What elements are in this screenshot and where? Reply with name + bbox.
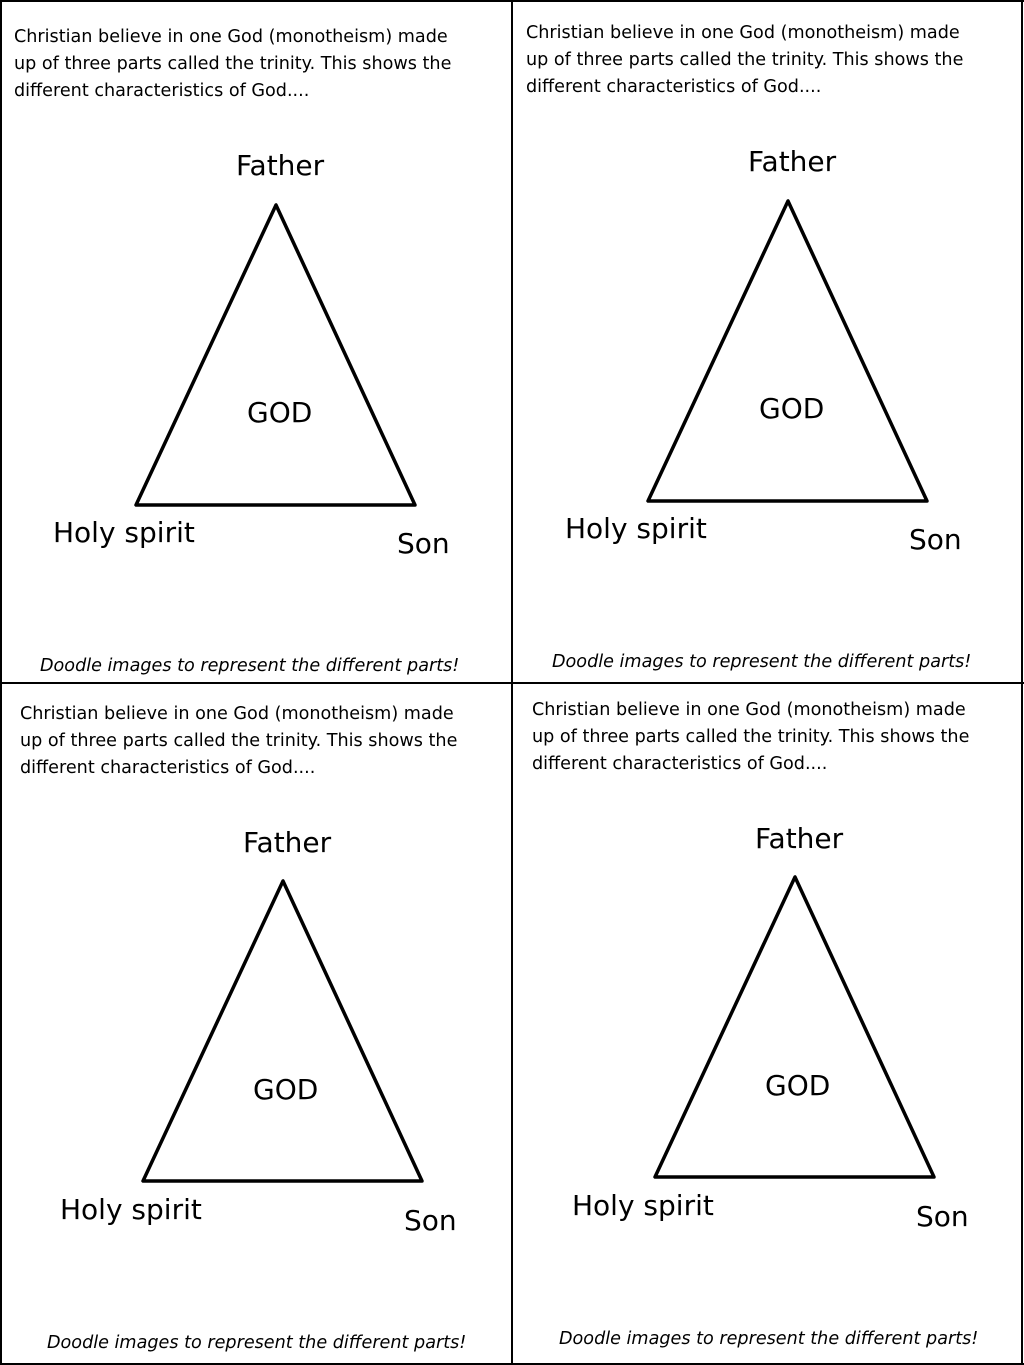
intro-line: different characteristics of God.... [526, 77, 822, 97]
son-label: Son [916, 1200, 969, 1233]
trinity-triangle [0, 0, 512, 682]
father-label: Father [236, 149, 325, 182]
son-label: Son [909, 523, 962, 556]
intro-line: up of three parts called the trinity. This shows the [20, 731, 458, 751]
worksheet-card-top-right [512, 0, 1024, 682]
holy-spirit-label: Holy spirit [60, 1193, 202, 1226]
doodle-instruction: Doodle images to represent the different parts! [40, 656, 460, 676]
intro-line: different characteristics of God.... [532, 754, 828, 774]
intro-line: up of three parts called the trinity. This shows the [526, 50, 964, 70]
intro-line: Christian believe in one God (monotheism) made [14, 27, 448, 47]
son-label: Son [397, 527, 450, 560]
intro-line: different characteristics of God.... [14, 81, 310, 101]
god-label: GOD [247, 396, 313, 429]
holy-spirit-label: Holy spirit [572, 1189, 714, 1222]
intro-line: up of three parts called the trinity. This shows the [14, 54, 452, 74]
trinity-triangle [512, 683, 1024, 1365]
doodle-instruction: Doodle images to represent the different parts! [47, 1333, 467, 1353]
trinity-triangle [512, 0, 1024, 682]
father-label: Father [755, 822, 844, 855]
holy-spirit-label: Holy spirit [53, 516, 195, 549]
doodle-instruction: Doodle images to represent the different parts! [559, 1329, 979, 1349]
intro-line: Christian believe in one God (monotheism) made [532, 700, 966, 720]
intro-line: different characteristics of God.... [20, 758, 316, 778]
intro-line: Christian believe in one God (monotheism) made [20, 704, 454, 724]
son-label: Son [404, 1204, 457, 1237]
father-label: Father [243, 826, 332, 859]
intro-line: Christian believe in one God (monotheism) made [526, 23, 960, 43]
father-label: Father [748, 145, 837, 178]
trinity-triangle [0, 683, 512, 1365]
god-label: GOD [759, 392, 825, 425]
intro-line: up of three parts called the trinity. This shows the [532, 727, 970, 747]
holy-spirit-label: Holy spirit [565, 512, 707, 545]
worksheet-card-top-left [0, 0, 512, 682]
god-label: GOD [253, 1073, 319, 1106]
worksheet-card-bottom-right [512, 683, 1024, 1365]
god-label: GOD [765, 1069, 831, 1102]
doodle-instruction: Doodle images to represent the different parts! [552, 652, 972, 672]
worksheet-card-bottom-left [0, 683, 512, 1365]
